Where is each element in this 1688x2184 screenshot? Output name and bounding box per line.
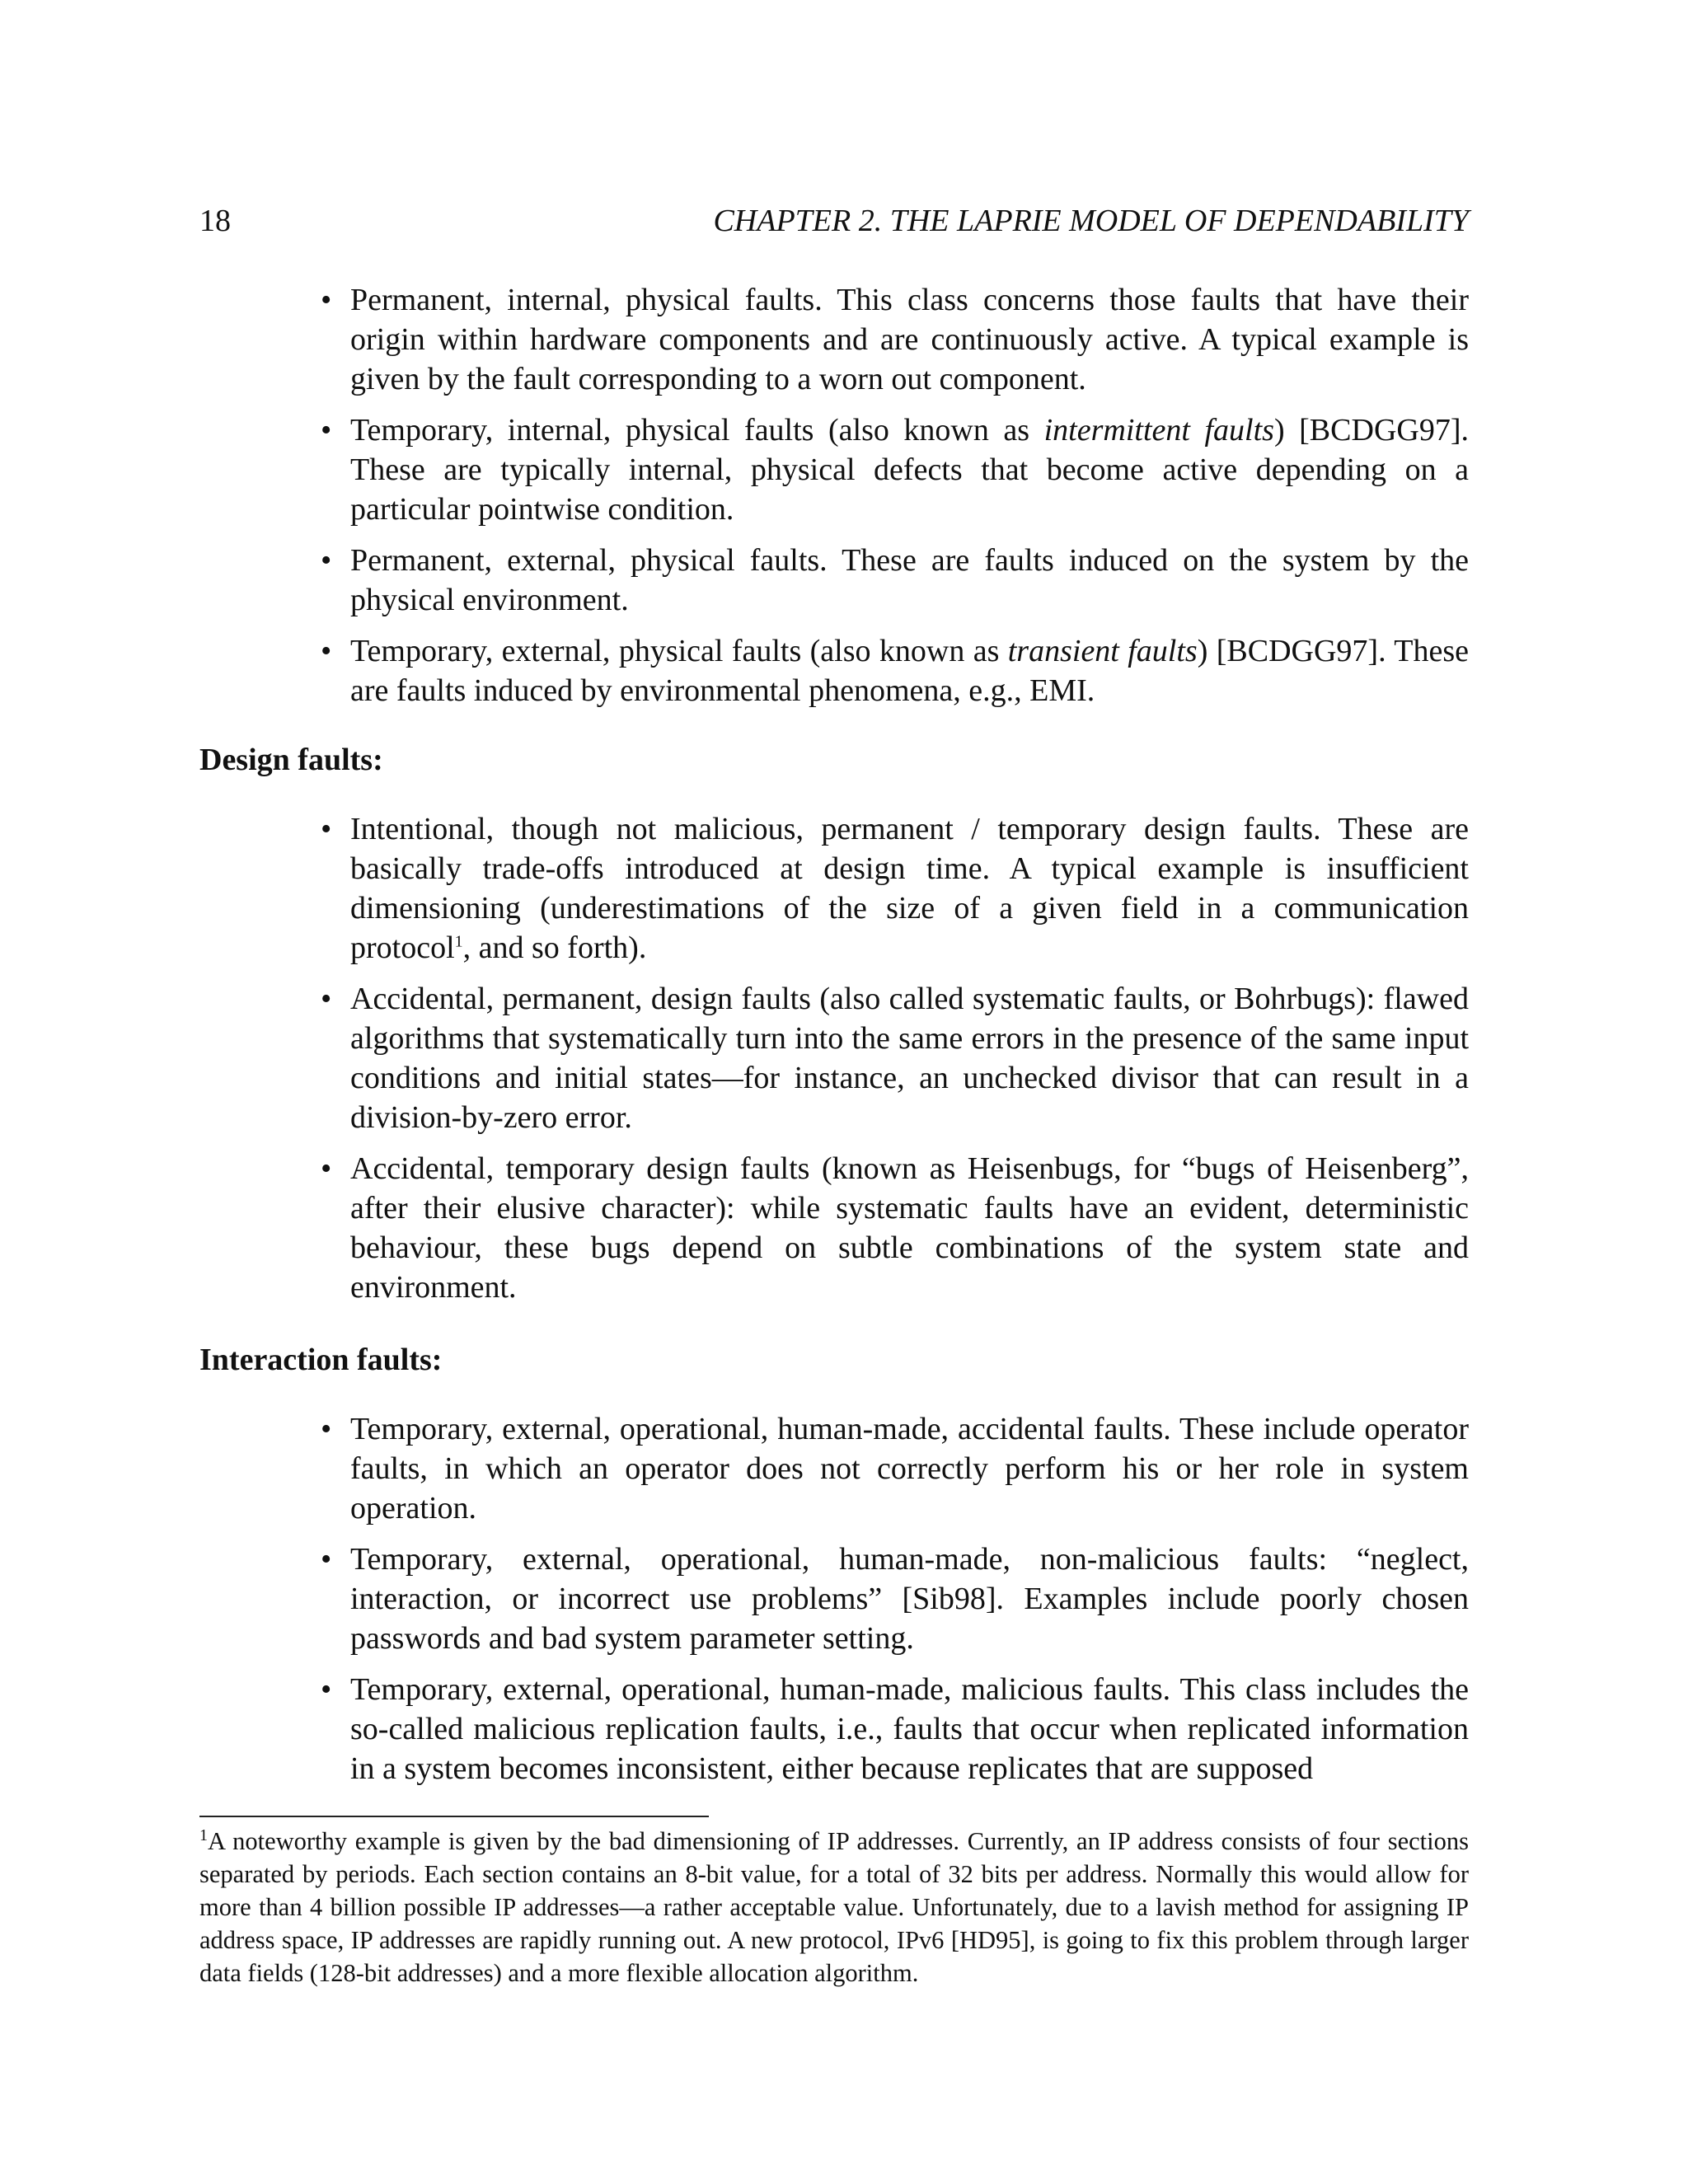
list-item	[321, 1670, 1469, 1788]
item-text-after: ) [BCDGG97]. These are typically internal, physical defects that become active depending on a particular pointwise condition.	[350, 413, 1469, 527]
footnote-ref[interactable]: 1	[454, 932, 463, 951]
design-faults-heading: Design faults:	[199, 743, 383, 777]
item-emphasis: intermittent faults	[1043, 413, 1274, 448]
physical-faults-list	[199, 280, 1469, 710]
list-item	[321, 809, 1469, 968]
list-item	[321, 1540, 1469, 1658]
chapter-title: CHAPTER 2. THE LAPRIE MODEL OF DEPENDABILITY	[713, 204, 1469, 238]
item-text: Permanent, external, physical faults. These are faults induced on the system by the physical environment.	[350, 543, 1469, 617]
interaction-faults-list	[199, 1409, 1469, 1788]
item-text-before: Temporary, internal, physical faults (also known as	[350, 413, 1044, 448]
item-text: Accidental, permanent, design faults (also called systematic faults, or Bohrbugs): flawed algorithms that systematically turn into the same errors in the presence of the same input conditions and initial states—for instance, an unchecked divisor that can result in a division-by-zero error.	[350, 982, 1469, 1135]
bullet-icon: •	[321, 1412, 332, 1446]
item-emphasis: transient faults	[1007, 634, 1198, 668]
list-item	[321, 280, 1469, 399]
list-item	[321, 631, 1470, 710]
list-item	[321, 1409, 1469, 1528]
item-text: Accidental, temporary design faults (known as Heisenbugs, for “bugs of Heisenberg”, after their elusive character): while systematic faults have an evident, deterministic behaviour, these bugs depend on subtle combinations of the system state and environment.	[350, 1151, 1469, 1305]
design-faults-list	[199, 809, 1469, 1307]
list-item	[321, 541, 1469, 620]
list-item	[321, 979, 1469, 1137]
interaction-faults-heading: Interaction faults:	[199, 1343, 443, 1377]
item-text: Temporary, external, operational, human-made, non-malicious faults: “neglect, interaction, or incorrect use problems” [Sib98]. Examples include poorly chosen passwords and bad system parameter setting.	[350, 1542, 1469, 1656]
bullet-icon: •	[321, 413, 332, 448]
bullet-icon: •	[321, 1672, 332, 1707]
bullet-icon: •	[321, 543, 332, 578]
bullet-icon: •	[321, 812, 332, 846]
item-text-before: Temporary, external, physical faults (also known as	[350, 634, 1008, 668]
footnote-text: A noteworthy example is given by the bad dimensioning of IP addresses. Currently, an IP address consists of four sections separated by periods. Each section contains an 8-bit value, for a total of 32 bits per address. Normally this would allow for more than 4 billion possible IP addresses—a rather acceptable value. Unfortunately, due to a lavish method for assigning IP address space, IP addresses are rapidly running out. A new protocol, IPv6 [HD95], is going to fix this problem through larger data fields (128-bit addresses) and a more flexible allocation algorithm.	[199, 1827, 1469, 1987]
item-text-before: Intentional, though not malicious, permanent / temporary design faults. These are basically trade-offs introduced at design time. A typical example is insufficient dimensioning (underestimations of the size of a given field in a communication protocol	[350, 812, 1469, 965]
page-number: 18	[199, 204, 231, 238]
list-item	[321, 410, 1469, 529]
item-text-after: ) [BCDGG97]. These are faults induced by environmental phenomena, e.g., EMI.	[350, 634, 1470, 708]
bullet-icon: •	[321, 283, 332, 317]
running-head	[199, 196, 1469, 246]
item-text: Temporary, external, operational, human-made, malicious faults. This class includes the so-called malicious replication faults, i.e., faults that occur when replicated information in a system becomes inconsistent, either because replicates that are supposed	[350, 1672, 1469, 1786]
bullet-icon: •	[321, 1542, 332, 1577]
list-item	[321, 1149, 1469, 1307]
bullet-icon: •	[321, 982, 332, 1016]
footnote	[199, 1825, 1469, 1990]
item-text: Temporary, external, operational, human-made, accidental faults. These include operator faults, in which an operator does not correctly perform his or her role in system operation.	[350, 1412, 1469, 1526]
footnote-marker: 1	[199, 1825, 208, 1844]
footnote-rule	[199, 1816, 709, 1817]
item-text-after: , and so forth).	[462, 930, 647, 965]
bullet-icon: •	[321, 634, 332, 668]
bullet-icon: •	[321, 1151, 332, 1186]
item-text: Permanent, internal, physical faults. This class concerns those faults that have their origin within hardware components and are continuously active. A typical example is given by the fault corresponding to a worn out component.	[350, 283, 1469, 396]
body-text	[199, 280, 1469, 1788]
